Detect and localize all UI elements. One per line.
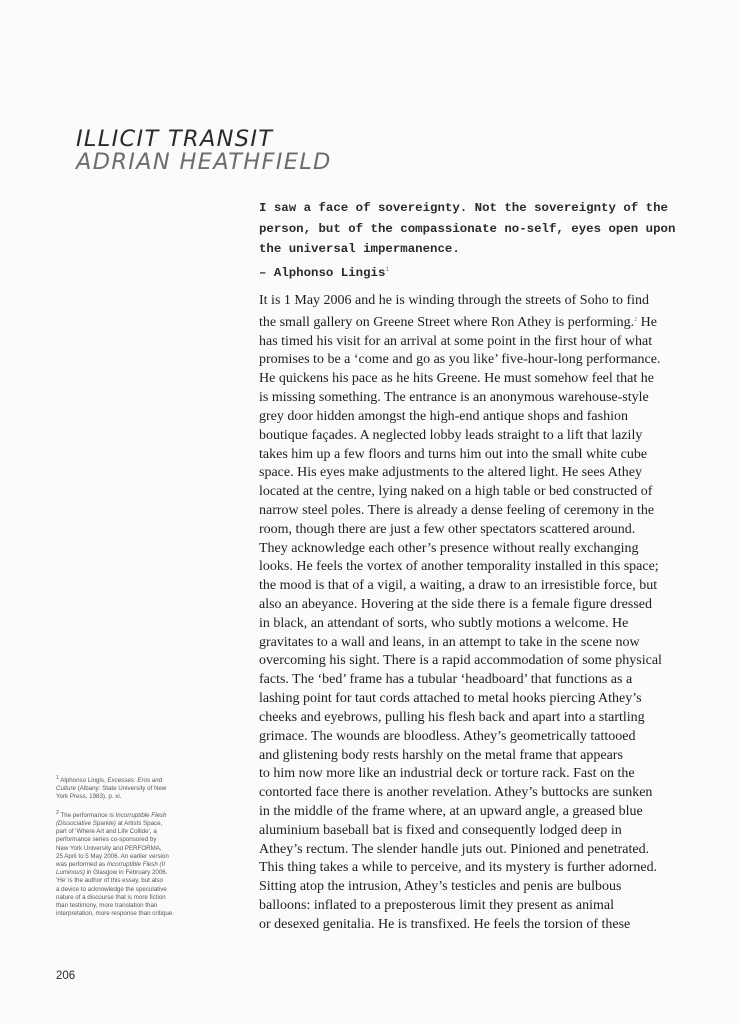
body-line: and glistening body rests harshly on the metal frame that appears [259,747,623,763]
body-line: Sitting atop the intrusion, Athey’s testicles and penis are bulbous [259,879,622,895]
body-line: the mood is that of a vigil, a waiting, a draw to an irresistible force, but [259,578,658,594]
title-author: ADRIAN HEATHFIELD [76,149,332,175]
footnote-2: $^2$ The performance is Incorruptible Flesh (Dissociative Sparkle) at Artists Space, part of ‘Where Art and Life Collide’, a performance series co-sponsored by New York University and PERFORMA, 25 April to 5 May 2006. An earlier version was performed as Incorruptible Flesh (II Luminous) in Glasgow in February 2006. ‘He’ is the author of this essay, but also a device to acknowledge the speculative nature of a discourse that is more fiction than testimony, more translation than interpretation, more response than critique. [56,809,174,918]
epigraph-line: the universal impermanence. [259,242,460,256]
body-line: looks. He feels the vortex of another temporality installed in this space; [259,559,659,575]
footnote-1: $^1$ Alphonso Lingis, Excesses: Eros and Culture (Albany: State University of New York Press, 1983), p. xi. [56,775,167,801]
body-line: This thing takes a while to perceive, and its mystery is further adorned. [259,860,658,876]
body-line: space. His eyes make adjustments to the altered light. He sees Athey [259,465,642,481]
body-line: to him now more like an industrial deck or torture rack. Fast on the [259,766,635,782]
body-line: It is 1 May 2006 and he is winding through the streets of Soho to find [259,293,650,308]
epigraph [259,198,699,283]
body-line: is missing something. The entrance is an anonymous warehouse-style [259,390,649,406]
epigraph-attribution [259,260,699,284]
body-line: room, though there are just a few other spectators scattered around. [259,521,636,537]
title-main: ILLICIT TRANSIT [76,126,274,152]
footnote-ref-1: 1 [385,265,390,273]
footnotes [56,774,246,925]
body-line: in black, an attendant of sorts, who subtly motions a welcome. He [259,615,629,631]
body-line: located at the centre, lying naked on a high table or bed constructed of [259,484,653,500]
body-text [259,292,699,935]
body-line: has timed his visit for an arrival at some point in the first hour of what [259,333,653,349]
body-line: overcoming his sight. There is a rapid accommodation of some physical [259,653,662,669]
body-line: gravitates to a wall and leans, in an attempt to take in the scene now [259,634,640,650]
body-line-tail: He [637,314,657,330]
body-line: They acknowledge each other’s presence without really exchanging [259,540,639,556]
body-line: cheeks and eyebrows, pulling his flesh back and apart into a startling [259,709,645,725]
body-line: narrow steel poles. There is already a dense feeling of ceremony in the [259,502,655,518]
epigraph-line: I saw a face of sovereignty. Not the sovereignty of the [259,201,668,215]
epigraph-line: person, but of the compassionate no-self, eyes open upon [259,221,676,236]
epigraph-attribution-text: – Alphonso Lingis [259,265,386,280]
article-title [76,128,332,174]
footnote-ref-2: 2 [634,316,638,323]
body-line: facts. The ‘bed’ frame has a tubular ‘headboard’ that functions as a [259,672,633,688]
body-line: boutique façades. A neglected lobby leads straight to a lift that lazily [259,427,643,443]
body-line: lashing point for taut cords attached to metal hooks piercing Athey’s [259,691,642,707]
body-line: grimace. The wounds are bloodless. Athey’s geometrically tattooed [259,728,636,744]
body-line: in the middle of the frame where, at an upward angle, a greased blue [259,803,643,819]
body-line: Athey’s rectum. The slender handle juts out. Pinioned and penetrated. [259,841,650,857]
page-number: 206 [56,970,76,982]
body-line: the small gallery on Greene Street where Ron Athey is performing.$^2$ He [259,314,657,330]
body-line: also an abeyance. Hovering at the side there is a female figure dressed [259,597,652,612]
body-line: He quickens his pace as he hits Greene. He must somehow feel that he [259,371,654,387]
body-line: contorted face there is another revelation. Athey’s buttocks are sunken [259,785,653,801]
body-line: promises to be a ‘come and go as you like’ five-hour-long performance. [259,352,661,368]
body-line: aluminium baseball bat is fixed and consequently lodged deep in [259,822,622,838]
body-line: grey door hidden amongst the high-end antique shops and fashion [259,408,628,424]
body-line: balloons: inflated to a preposterous limit they present as animal [259,898,614,913]
body-line: takes him up a few floors and turns him out into the small white cube [259,446,648,462]
body-line: or desexed genitalia. He is transfixed. He feels the torsion of these [259,916,631,932]
